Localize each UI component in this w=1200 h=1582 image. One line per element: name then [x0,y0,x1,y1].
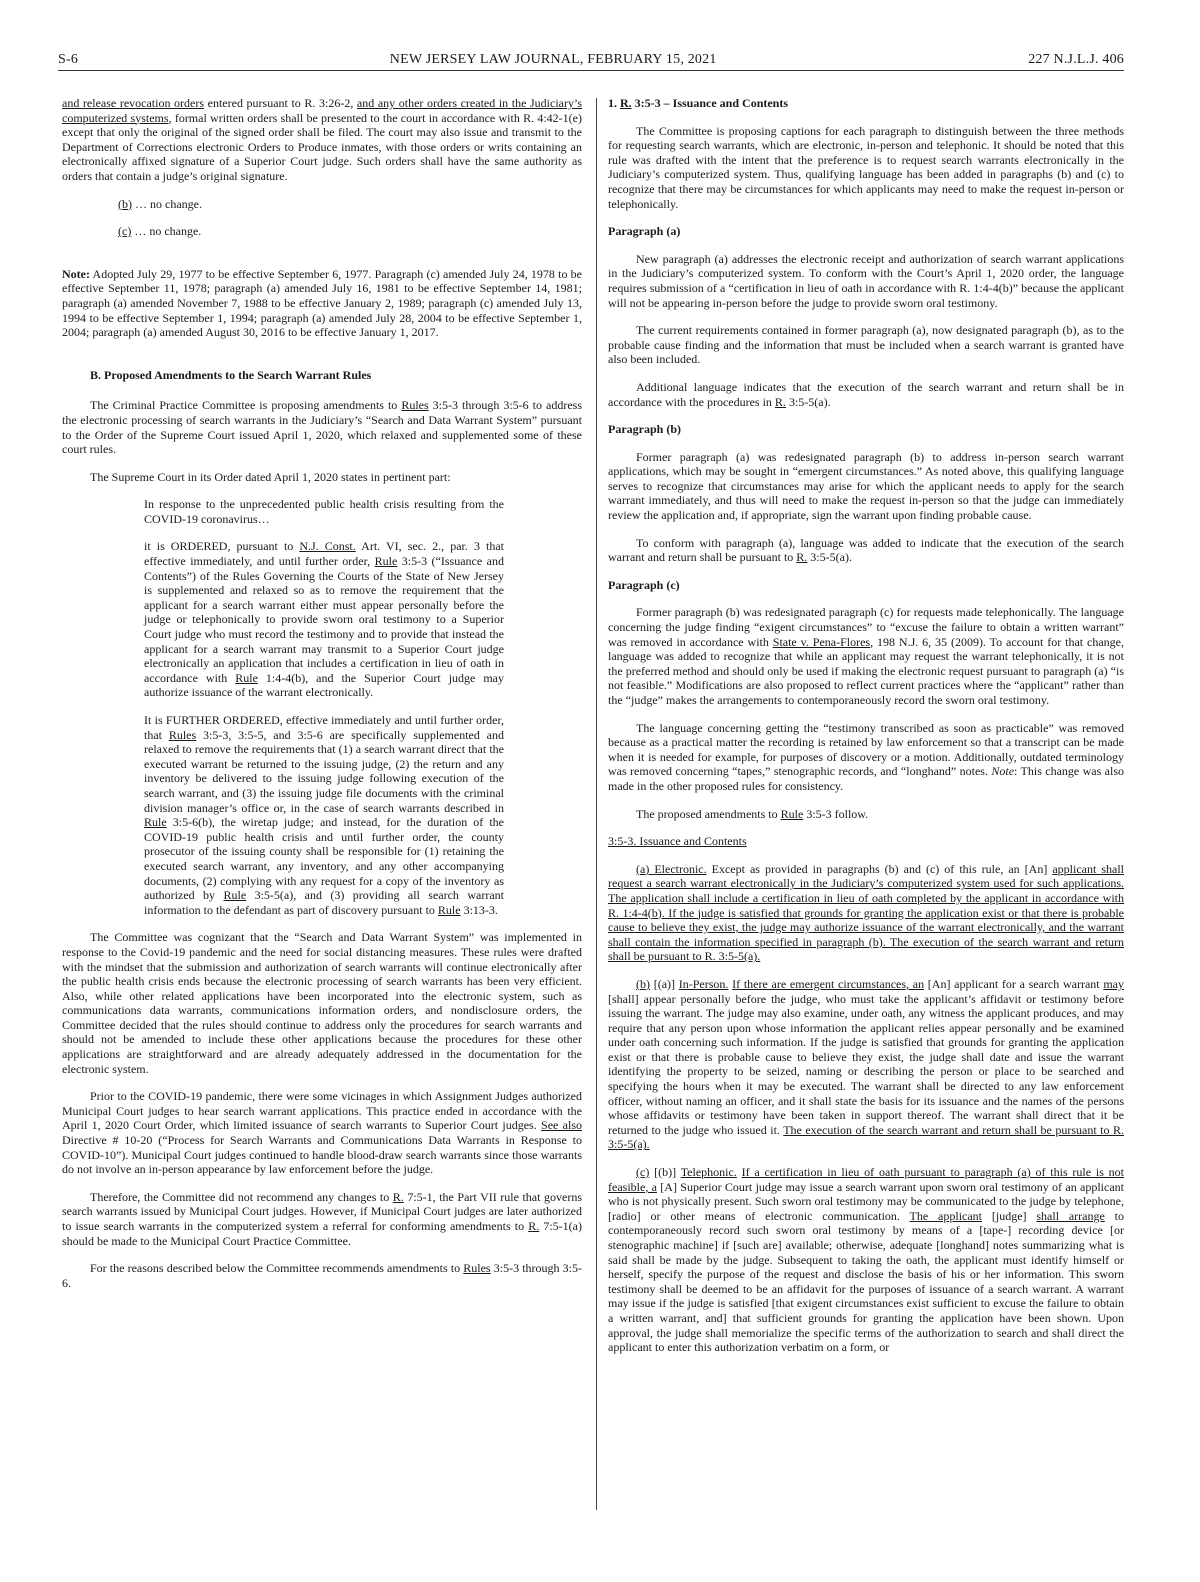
right-paragraph-5: Former paragraph (a) was redesignated paragraph (b) to address in-person search warrant applications, which may be sought in “emergent circumstances.” As noted above, this qualifying language serves to recognize that circumstances may arise for which the applicant needs to apply for the search warrant immediately, and thus will need to make the request in-person so that the judge can immediately review the application and, if appropriate, sign the warrant upon finding probable cause. [608,449,1124,523]
left-paragraph-3: The Supreme Court in its Order dated April 1, 2020 states in pertinent part: [90,469,451,484]
section-b-heading: B. Proposed Amendments to the Search Warrant Rules [90,367,372,382]
right-paragraph-4: Additional language indicates that the execution of the search warrant and return shall be in accordance with the procedures in R. 3:5-5(a). [608,379,1124,409]
left-paragraph-4: The Committee was cognizant that the “Search and Data Warrant System” was implemented in response to the Covid-19 pandemic and the need for social distancing measures. These rules were drafted with the mindset that the submission and authorization of search warrants will continue electronically after the public health crisis ends because the electronic processing of search warrants has been very efficient. Also, while other related applications have been incorporated into the electronic system, such as communications data warrants, communications information orders, and nondisclosure orders, the Committee decided that the rules should continue to address only the procedures for search warrants and should not be amended to include these other applications because the procedures for these other applications are straightforward and are already adequately addressed in the documentation for the electronic system. [62,930,582,1076]
column-divider [596,98,597,1510]
page-label: S-6 [58,52,79,67]
rule-paragraph-a: (a) Electronic. Except as provided in paragraphs (b) and (c) of this rule, an [An] applicant shall request a search warrant electronically in the Judiciary’s computerized system used for such applications. The application shall include a certification in lieu of oath completed by the applicant in accordance with R. 1:4-4(b). If the judge is satisfied that grounds for granting the application exist or that there is probable cause to believe they exist, the judge may authorize issuance of the warrant electronically, and the warrant shall contain the information specified in paragraph (b). The execution of the search warrant and return shall be pursuant to R. 3:5-5(a). [608,861,1124,964]
publication-title: NEW JERSEY LAW JOURNAL, FEBRUARY 15, 2021 [389,52,717,67]
rule-heading: 1. R. 3:5-3 – Issuance and Contents [608,96,789,110]
subsection-b: (b) … no change. [118,196,202,211]
citation: 227 N.J.L.J. 406 [1028,52,1124,67]
right-paragraph-8: The language concerning getting the “testimony transcribed as soon as practicable” was removed because as a practical matter the recording is retained by law enforcement so that a transcript can be made when it is needed for example, for purposes of discovery or a motion. Additionally, outdated terminology was removed concerning “tapes,” stenographic records, and “longhand” notes. Note: This change was also made in the other proposed rules for consistency. [608,720,1125,793]
rule-paragraph-b: (b) [(a)] In-Person. If there are emergent circumstances, an [An] applicant for a search warrant may [shall] appear personally before the judge, who must take the applicant’s affidavit or testimony before issuing the warrant. The judge may also examine, under oath, any witness the applicant produces, and may require that any person upon whose information the applicant relies appear personally and be examined under oath concerning such information. If the judge is satisfied that grounds for granting the application exist or that there is probable cause to believe they exist, the judge shall date and issue the warrant identifying the property to be seized, naming or describing the person or place to be searched and specifying the hours when it may be executed. The warrant shall be directed to any law enforcement officer, without naming an officer, and it shall state the basis for its issuance and the names of the persons whose affidavits or testimony have been taken in support thereof. The warrant shall direct that it be returned to the judge who issued it. The execution of the search warrant and return shall be pursuant to R. 3:5-5(a). [608,976,1125,1152]
right-paragraph-9: The proposed amendments to Rule 3:5-3 follow. [636,806,869,821]
quote-1: In response to the unprecedented public health crisis resulting from the COVID-19 coronavirus… [144,497,504,526]
paragraph-a-heading: Paragraph (a) [608,224,681,239]
rule-title: 3:5-3. Issuance and Contents [608,834,747,849]
right-paragraph-2: New paragraph (a) addresses the electronic receipt and authorization of search warrant applications in the Judiciary’s computerized system. To conform with the Court’s April 1, 2020 order, the language requires submission of a “certification in lieu of oath in accordance with R. 1:4-4(b)” because the applicant will not be appearing in-person before the judge to provide sworn oral testimony. [608,251,1124,310]
left-column [62,96,582,1290]
left-paragraph-2: The Criminal Practice Committee is proposing amendments to Rules 3:5-3 through 3:5-6 to address the electronic processing of search warrants in the Judiciary’s “Search and Data Warrant System” pursuant to the Order of the Supreme Court issued April 1, 2020, which relaxed and supplemented some of these court rules. [62,398,583,457]
paragraph-b-heading: Paragraph (b) [608,422,681,437]
quote-2: it is ORDERED, pursuant to N.J. Const. Art. VI, sec. 2., par. 3 that effective immediately, and until further order, Rule 3:5-3 (“Issuance and Contents”) of the Rules Governing the Courts of the State of New Jersey is supplemented and relaxed so as to remove the requirement that the applicant for a search warrant either must appear personally before the judge or telephonically to provide sworn oral testimony to a Superior Court judge who must record the testimony and to provide that instead the applicant for a search warrant may transmit to a Superior Court judge electronically an application that includes a certification in lieu of oath in accordance with Rule 1:4-4(b), and the Superior Court judge may authorize issuance of the warrant electronically. [144,539,505,700]
left-paragraph-6: Therefore, the Committee did not recommend any changes to R. 7:5-1, the Part VII rule that governs search warrants issued by Municipal Court judges. However, if Municipal Court judges are later authorized to issue search warrants in the computerized system a referral for conforming amendments to R. 7:5-1(a) should be made to the Municipal Court Practice Committee. [62,1189,582,1248]
left-paragraph-5: Prior to the COVID-19 pandemic, there were some vicinages in which Assignment Judges authorized Municipal Court judges to hear search warrant applications. This practice ended in accordance with the April 1, 2020 Court Order, which limited issuance of search warrants to Superior Court judges. See also Directive # 10-20 (“Process for Search Warrants and Communications Data Warrants in Response to COVID-10”). Municipal Court judges continued to handle blood-draw search warrants since those warrants do not involve an in-person appearance by law enforcement before the judge. [62,1089,583,1177]
subsection-c: (c) … no change. [118,224,202,239]
running-header [58,48,1124,71]
quote-3: It is FURTHER ORDERED, effective immediately and until further order, that Rules 3:5-3, 3:5-5, and 3:5-6 are specifically supplemented and relaxed to remove the requirements that (1) a search warrant direct that the executed warrant be returned to the issuing judge, (2) the return and any inventory be delivered to the issuing judge following execution of the search warrant, and (3) the issuing judge file documents with the criminal division manager’s office or, in the case of search warrants described in Rule 3:5-6(b), the wiretap judge; and instead, for the duration of the COVID-19 public health crisis and until further order, the county prosecutor of the issuing county shall be responsible for (1) retaining the executed search warrant, any inventory, and any other accompanying documents, (2) complying with any request for a copy of the inventory as authorized by Rule 3:5-5(a), and (3) providing all search warrant information to the defendant as part of discovery pursuant to Rule 3:13-3. [144,713,505,917]
left-paragraph-7: For the reasons described below the Committee recommends amendments to Rules 3:5-3 through 3:5-6. [62,1261,583,1290]
note: Note: Adopted July 29, 1977 to be effective September 6, 1977. Paragraph (c) amended July 24, 1978 to be effective September 11, 1978; paragraph (a) amended July 16, 1981 to be effective September 14, 1981; paragraph (a) amended November 7, 1988 to be effective January 2, 1989; paragraph (c) amended July 13, 1994 to be effective September 1, 1994; paragraph (a) amended July 28, 2004 to be effective September 1, 2004; paragraph (a) amended August 30, 2016 to be effective January 1, 2017. [62,266,582,340]
right-paragraph-3: The current requirements contained in former paragraph (a), now designated paragraph (b), as to the probable cause finding and the information that must be included when a search warrant is granted have also been included. [608,323,1124,367]
paragraph-c-heading: Paragraph (c) [608,577,680,592]
right-paragraph-7: Former paragraph (b) was redesignated paragraph (c) for requests made telephonically. The language concerning the judge finding “exigent circumstances” to “excuse the failure to obtain a written warrant” was removed in accordance with State v. Pena-Flores, 198 N.J. 6, 35 (2009). To account for that change, language was added to recognize that while an applicant may request the warrant telephonically, it is not the preferred method and should only be used if making the electronic request pursuant to paragraph (a) “is not feasible.” Modifications are also proposed to reflect current practices where the “applicant” rather than the “judge” makes the arrangements to contemporaneously record the sworn oral testimony. [608,605,1124,707]
rule-paragraph-c: (c) [(b)] Telephonic. If a certification in lieu of oath pursuant to paragraph (a) of this rule is not feasible, a [A] Superior Court judge may issue a search warrant upon sworn oral testimony of an applicant who is not physically present. Such sworn oral testimony may be communicated to the judge by telephone, [radio] or other means of electronic communication. The applicant [judge] shall arrange to contemporaneously record such sworn oral testimony by means of a [tape-] recording device [or stenographic machine] if [such are] available; otherwise, adequate [longhand] notes summarizing what is said shall be made by the judge. Subsequent to taking the oath, the applicant must identify himself or herself, specify the purpose of the request and disclose the basis of his or her information. This sworn testimony shall be deemed to be an affidavit for the purposes of issuance of a search warrant. A warrant may issue if the judge is satisfied [that exigent circumstances exist sufficient to excuse the failure to obtain a written warrant, and] that sufficient grounds for granting the application have been shown. Upon approval, the judge shall memorialize the specific terms of the authorization to search and shall direct the applicant to enter this authorization verbatim on a form, or [608,1165,1125,1355]
right-paragraph-1: The Committee is proposing captions for each paragraph to distinguish between the three methods for requesting search warrants, which are electronic, in-person and telephonic. It should be noted that this rule was drafted with the intent that the preference is to request search warrants electronically in the Judiciary’s computerized system. Thus, qualifying language has been added in paragraphs (b) and (c) to recognize that there may be circumstances for which applicants may need to make the request in-person or telephonically. [608,123,1124,211]
right-paragraph-6: To conform with paragraph (a), language was added to indicate that the execution of the search warrant and return shall be pursuant to R. 3:5-5(a). [608,535,1124,565]
right-column [608,96,1124,1355]
left-paragraph-1: and release revocation orders entered pursuant to R. 3:26-2, and any other orders created in the Judiciary’s computerized systems, formal written orders shall be presented to the court in accordance with R. 4:42-1(e) except that only the original of the signed order shall be filed. The court may also issue and transmit to the Department of Corrections electronic Orders to Produce inmates, with those orders or writs containing an electronically affixed signature of a Superior Court judge. Such orders shall have the same authority as orders that contain a judge’s original signature. [62,96,582,183]
